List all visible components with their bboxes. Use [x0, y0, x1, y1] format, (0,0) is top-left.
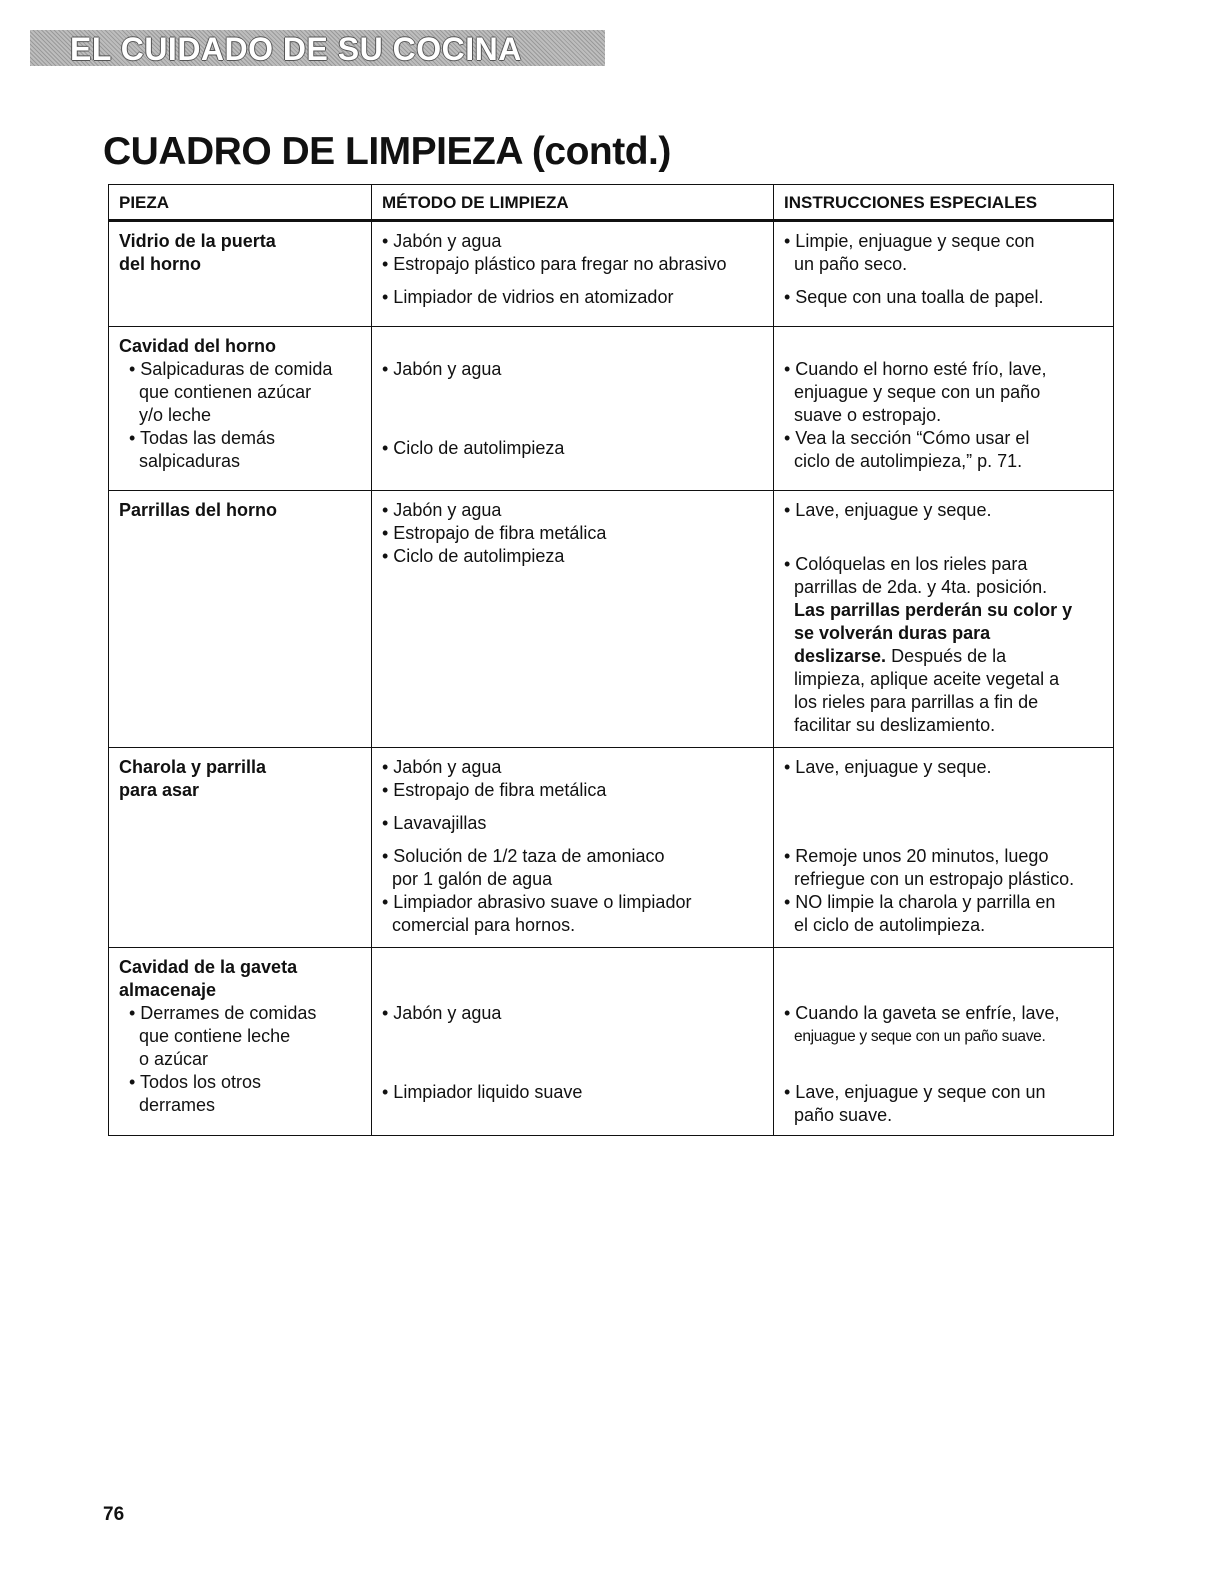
cleaning-chart-table	[108, 184, 1114, 1136]
piece-cell	[109, 491, 372, 748]
method-cell	[372, 948, 774, 1136]
table-row	[109, 221, 1114, 327]
page-title: CUADRO DE LIMPIEZA (contd.)	[103, 130, 671, 173]
piece-name: Vidrio de la puerta del horno	[119, 231, 276, 274]
method-item: • Jabón y agua • Estropajo de fibra metálica	[382, 500, 607, 543]
method-item: • Limpiador de vidrios en atomizador	[382, 287, 674, 307]
subitem: • Salpicaduras de comida que contienen azúcar y/o leche	[129, 359, 333, 425]
instruction-item: • Lave, enjuague y seque.	[784, 757, 992, 777]
piece-name: Cavidad del horno	[119, 336, 277, 356]
method-cell	[372, 748, 774, 948]
piece-cell	[109, 748, 372, 948]
subitem: • Derrames de comidas que contiene leche o azúcar	[129, 1003, 317, 1069]
instruction-item: • Limpie, enjuague y seque con un paño seco.	[784, 231, 1035, 274]
instruction-item: • Vea la sección “Cómo usar el ciclo de autolimpieza,” p. 71.	[784, 428, 1030, 471]
column-header-method: MÉTODO DE LIMPIEZA	[372, 185, 774, 221]
instruction-item: • Seque con una toalla de papel.	[784, 287, 1044, 307]
instruction-item: • Lave, enjuague y seque con un paño suave.	[784, 1082, 1046, 1125]
piece-name: Charola y parrilla para asar	[119, 757, 267, 800]
method-cell	[372, 491, 774, 748]
column-header-piece: PIEZA	[109, 185, 372, 221]
method-cell	[372, 221, 774, 327]
method-cell	[372, 327, 774, 491]
instructions-cell	[774, 491, 1114, 748]
instruction-item: • Cuando la gaveta se enfríe, lave, enjuague y seque con un paño suave.	[784, 1003, 1060, 1045]
instruction-item: • Cuando el horno esté frío, lave, enjuague y seque con un paño suave o estropajo.	[784, 359, 1047, 425]
piece-name: Cavidad de la gaveta almacenaje	[119, 957, 298, 1000]
method-item: • Ciclo de autolimpieza	[382, 438, 565, 458]
table-row	[109, 748, 1114, 948]
method-item: • Lavavajillas	[382, 813, 487, 833]
table-header-row	[109, 185, 1114, 221]
instructions-cell	[774, 327, 1114, 491]
method-item: • Jabón y agua • Estropajo plástico para fregar no abrasivo	[382, 231, 727, 274]
instruction-item: • Lave, enjuague y seque.	[784, 500, 992, 520]
method-item: • Jabón y agua	[382, 1003, 502, 1023]
method-item: • Limpiador liquido suave	[382, 1082, 583, 1102]
page-number: 76	[103, 1504, 125, 1525]
subitem: • Todas las demás salpicaduras	[129, 428, 276, 471]
method-item: • Ciclo de autolimpieza	[382, 546, 565, 566]
table-row	[109, 327, 1114, 491]
piece-name: Parrillas del horno	[119, 500, 278, 520]
instructions-cell	[774, 221, 1114, 327]
section-banner-text: EL CUIDADO DE SU COCINA	[70, 31, 522, 67]
section-banner	[30, 30, 605, 66]
table-row	[109, 491, 1114, 748]
piece-cell	[109, 327, 372, 491]
column-header-instructions: INSTRUCCIONES ESPECIALES	[774, 185, 1114, 221]
instruction-item: • Colóquelas en los rieles para parrillas de 2da. y 4ta. posición. Las parrillas perderán su color y se volverán duras para deslizarse. Después de la limpieza, aplique aceite vegetal a los rieles para parrillas a fin de facilitar su deslizamiento.	[784, 554, 1073, 735]
method-item: • Jabón y agua • Estropajo de fibra metálica	[382, 757, 607, 800]
method-item: • Jabón y agua	[382, 359, 502, 379]
subitem: • Todos los otros derrames	[129, 1072, 262, 1115]
method-item: • Solución de 1/2 taza de amoniaco por 1 galón de agua • Limpiador abrasivo suave o limpiador comercial para hornos.	[382, 846, 692, 935]
instructions-cell	[774, 748, 1114, 948]
table-row	[109, 948, 1114, 1136]
instruction-item: • Remoje unos 20 minutos, luego refriegue con un estropajo plástico. • NO limpie la charola y parrilla en el ciclo de autolimpieza.	[784, 846, 1075, 935]
instructions-cell	[774, 948, 1114, 1136]
piece-cell	[109, 948, 372, 1136]
piece-cell	[109, 221, 372, 327]
